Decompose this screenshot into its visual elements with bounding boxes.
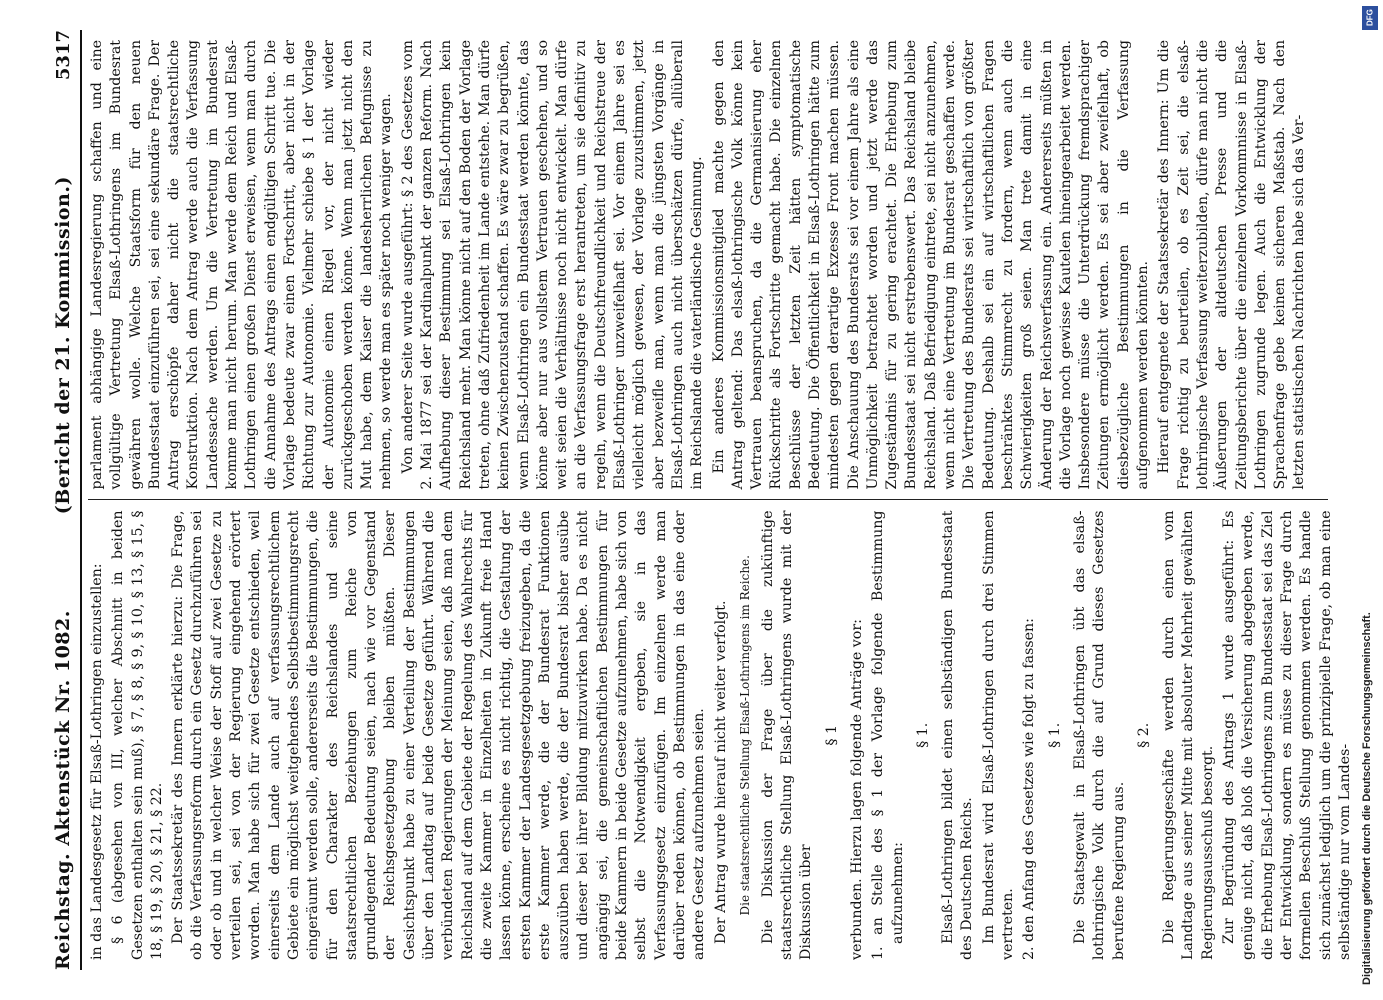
paragraph: 2. den Anfang des Gesetzes wie folgt zu fassen: xyxy=(1021,618,1038,960)
page-number: 5317 xyxy=(52,30,74,81)
paragraph: in das Landesgesetz für Elsaß-Lothringen einzustellen: xyxy=(89,563,105,960)
header-report: (Bericht der 21. Kommission.) xyxy=(52,176,74,515)
paragraph: Zur Begründung des Antrags 1 wurde ausgeführt: Es genüge nicht, daß bloß die Versicherung abgegeben werde, die Erhebung Elsaß-Lothringens zum Bundesstaat sei das Ziel der Entwicklung, sondern es müsse zu dieser Frage durch formellen Beschluß Stellung genommen werden. Es handle sich zunächst lediglich um die prinzipielle Frage, ob man eine selbständige nur vom Landes- xyxy=(1221,510,1353,960)
paragraph: verbunden. Hierzu lagen folgende Anträge vor: xyxy=(848,619,865,960)
column-left xyxy=(88,501,1353,971)
paragraph: Hierauf entgegnete der Staatssekretär des Innern: Um die Frage richtig zu beurteilen, ob es Zeit sei, die elsaß-lothringische Verfassung weiterzubilden, dürfe man nicht die Äußerungen der altdeutschen Presse und die Zeitungsberichte über die einzelnen Vorkommnisse in Elsaß-Lothringen zugrunde legen. Auch die Entwicklung der Sprachenfrage gebe keinen sicheren Maßstab. Nach den letzten statistischen Nachrichten habe sich das Ver- xyxy=(1156,40,1308,490)
paragraph: Die Regierungsgeschäfte werden durch einen vom Landtage aus seiner Mitte mit absoluter Mehrheit gewählten Regierungsausschuß besorgt. xyxy=(1161,510,1216,960)
page-header xyxy=(46,30,82,970)
paragraph: Der Antrag wurde hierauf nicht weiter verfolgt. xyxy=(712,600,729,944)
paragraph: Die Diskussion der Frage über die zukünftige staatsrechtliche Stellung Elsaß-Lothringens wurde mit der Diskussion über xyxy=(759,510,815,960)
header-title: Reichstag. Aktenstück Nr. 1082. xyxy=(52,610,74,970)
paragraph: Elsaß-Lothringen bildet einen selbständigen Bundesstaat des Deutschen Reichs. xyxy=(940,510,976,960)
paragraph: Im Bundesrat wird Elsaß-Lothringen durch drei Stimmen vertreten. xyxy=(980,510,1017,960)
credit-sidebar xyxy=(1358,0,1383,1000)
paragraph: Ein anderes Kommissionsmitglied machte gegen den Antrag geltend: Das elsaß-lothringische Volk könne kein Vertrauen beanspruchen, da die Germanisierung eher Rückschritte als Fortschritte gemacht habe. Die einzelnen Beschlüsse der letzten Zeit hätten symptomatische Bedeutung. Die Öffentlichkeit in Elsaß-Lothringen hätte zum mindesten gegen derartige Exzesse Front machen müssen. Die Anschauung des Bundesrats sei vor einem Jahre als eine Unmöglichkeit betrachtet worden und jetzt werde das Zugeständnis für zu gering erachtet. Die Erhebung zum Bundesstaat sei nicht erstrebenswert. Das Reichsland bleibe Reichsland. Daß Befriedigung eintrete, sei nicht anzunehmen, wenn nicht eine Vertretung im Bundesrat geschaffen werde. Die Vertretung des Bundesrats sei wirtschaftlich von größter Bedeutung. Deshalb sei ein auf wirtschaftlichen Fragen beschränktes Stimmrecht zu fordern, wenn auch die Schwierigkeiten groß seien. Man trete damit in eine Änderung der Reichsverfassung ein. Andererseits müßten in die Vorlage noch gewisse Kautelen hineingearbeitet werden. Insbesondere müsse die Unterdrückung fremdsprachiger Zeitungen ermöglicht werden. Es sei aber zweifelhaft, ob diesbezügliche Bestimmungen in die Verfassung aufgenommen werden könnten. xyxy=(710,40,1152,490)
paragraph: § 1. xyxy=(914,722,931,748)
paragraph: § 6 (abgesehen von III, welcher Abschnitt in beiden Gesetzen enthalten sein muß), § 7, § 8, § 9, § 10, § 13, § 15, § 18, § 19, § 20, § 21, § 22. xyxy=(110,510,165,960)
paragraph: Die Staatsgewalt in Elsaß-Lothringen übt das elsaß-lothringische Volk durch die auf Grund dieses Gesetzes berufene Regierung aus. xyxy=(1071,510,1127,960)
paragraph: § 2. xyxy=(1135,722,1152,748)
paragraph: 1. an Stelle des § 1 der Vorlage folgende Bestimmung aufzunehmen: xyxy=(870,510,906,960)
paragraph: Der Staatssekretär des Innern erklärte hierzu: Die Frage, ob die Verfassungsreform durch ein Gesetz durchzuführen sei oder ob und in welcher Weise der Stoff auf zwei Gesetze zu verteilen sei, sei von der Regierung eingehend erörtert worden. Man habe sich für zwei Gesetze entschieden, weil einerseits dem Lande auch auf verfassungsrechtlichem Gebiete ein möglichst weitgehendes Selbstbestimmungsrecht eingeräumt werden solle, andererseits die Bestimmungen, die für den Charakter des Reichslandes und seine staatsrechtlichen Beziehungen zum Reiche von grundlegender Bedeutung seien, nach wie vor Gegenstand der Reichsgesetzgebung bleiben müßten. Dieser Gesichtspunkt habe zu einer Verteilung der Bestimmungen über den Landtag auf beide Gesetze geführt. Während die verbündeten Regierungen der Meinung seien, daß man dem Reichsland auf dem Gebiete der Regelung des Wahlrechts für die zweite Kammer in Einzelheiten in Zukunft freie Hand lassen könne, erscheine es nicht richtig, die Gestaltung der ersten Kammer der Landesgesetzgebung freizugeben, da die erste Kammer werde, die der Bundesrat Funktionen auszuüben haben werde, die der Bundesrat bisher ausübe und dieser bei ihrer Bildung mitzuwirken habe. Da es nicht angängig sei, die gemeinschaftlichen Bestimmungen für beide Kammern in beide Gesetze aufzunehmen, habe sich von selbst die Notwendigkeit ergeben, sie in das Verfassungsgesetz einzufügen. Im einzelnen werde man darüber reden können, ob Bestimmungen in das eine oder andere Gesetz aufzunehmen seien. xyxy=(170,510,708,960)
paragraph: § 1. xyxy=(1046,722,1063,748)
paragraph: Von anderer Seite wurde ausgeführt: § 2 des Gesetzes vom 2. Mai 1877 sei der Kardinalpunkt der ganzen Reform. Nach Aufhebung dieser Bestimmung sei Elsaß-Lothringen kein Reichsland mehr. Man könne nicht auf den Boden der Vorlage treten, ohne daß Zufriedenheit im Lande entstehe. Man dürfe keinen Zwischenzustand schaffen. Es wäre zwar zu begrüßen, wenn Elsaß-Lothringen ein Bundesstaat werden könnte, das könne aber nur aus vollstem Vertrauen geschehen, und so weit seien die Verhältnisse noch nicht entwickelt. Man dürfe an die Verfassungsfrage erst herantreten, um sie definitiv zu regeln, wenn die Deutschfreundlichkeit und Reichstreue der Elsaß-Lothringer unzweifelhaft sei. Vor einem Jahre sei es vielleicht möglich gewesen, der Vorlage zuzustimmen, jetzt aber bezweifle man, wenn man die jüngsten Vorgänge in Elsaß-Lothringen auch nicht überschätzen dürfe, allüberall im Reichslande die vaterländische Gesinnung. xyxy=(399,40,706,490)
paragraph: Die staatsrechtliche Stellung Elsaß-Lothringens im Reiche. xyxy=(737,555,752,916)
document-page xyxy=(46,30,1353,970)
paragraph: parlament abhängige Landesregierung schaffen und eine vollgültige Vertretung Elsaß-Lothringens im Bundesrat gewähren wolle. Welche Staatsform für den neuen Bundesstaat einzuführen sei, sei eine sekundäre Frage. Der Antrag erschöpfe daher nicht die staatsrechtliche Konstruktion. Nach dem Antrag werde auch die Verfassung Landessache werden. Um die Vertretung im Bundesrat komme man nicht herum. Man werde dem Reich und Elsaß-Lothringen einen großen Dienst erweisen, wenn man durch die Annahme des Antrags einen endgültigen Schritt tue. Die Vorlage bedeute zwar einen Fortschritt, aber nicht in der Richtung zur Autonomie. Vielmehr schiebe § 1 der Vorlage der Autonomie einen Riegel vor, der nicht wieder zurückgeschoben werden könne. Wenn man jetzt nicht den Mut habe, dem Kaiser die landesherrlichen Befugnisse zu nehmen, so werde man es später noch weniger wagen. xyxy=(89,40,395,490)
digitization-credit: Digitalisierung gefördert durch die Deutsche Forschungsgemeinschaft. xyxy=(1361,612,1373,985)
text-columns xyxy=(88,30,1353,970)
paragraph: § 1 xyxy=(823,724,840,746)
column-right xyxy=(88,30,1328,501)
dfg-logo: DFG xyxy=(1362,6,1378,30)
